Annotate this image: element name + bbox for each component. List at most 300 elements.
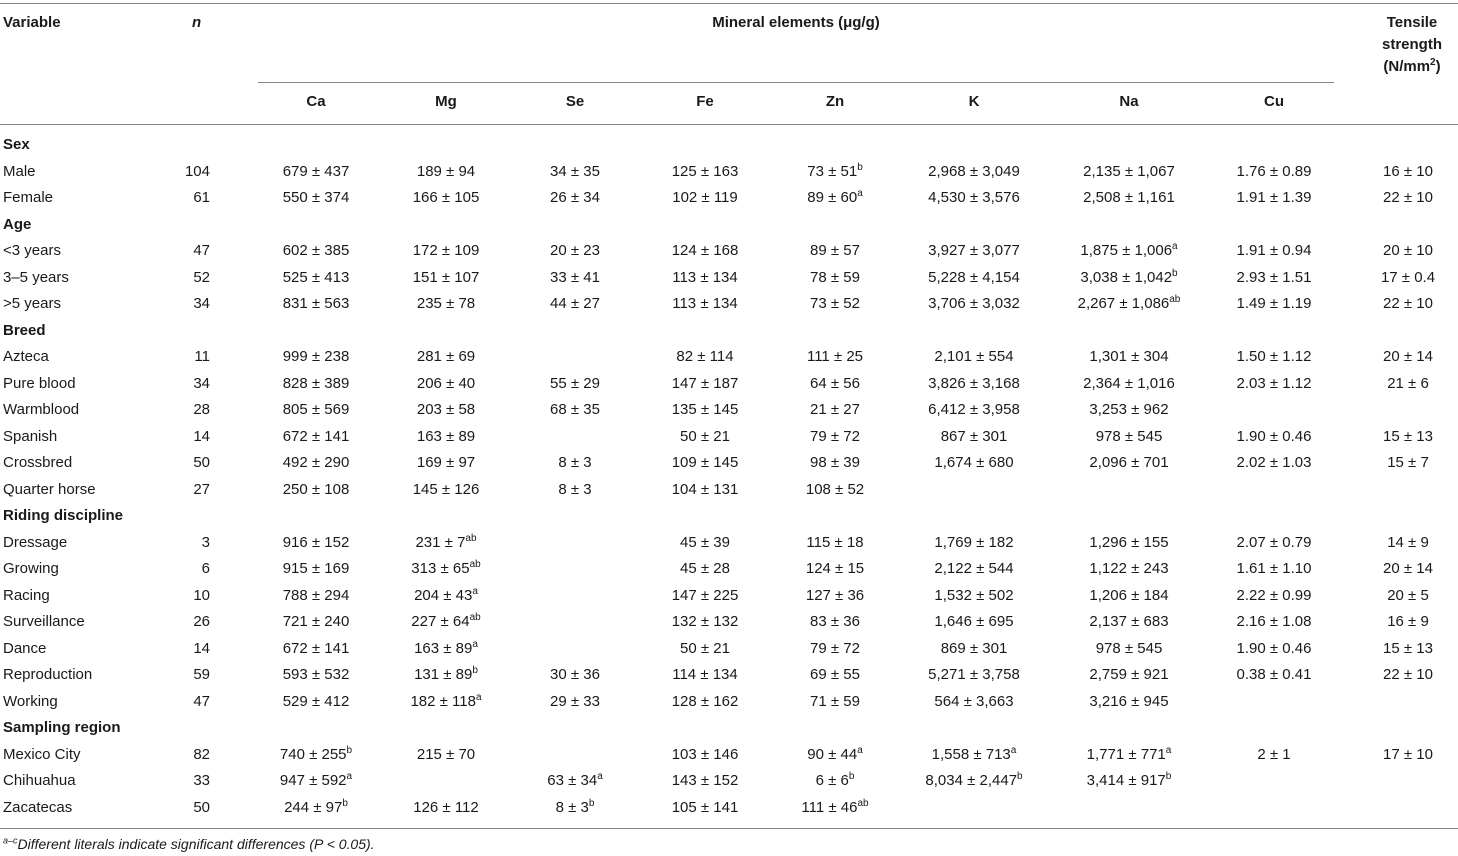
cell-value: 8 ± 3	[558, 454, 592, 471]
cell-value: 3,414 ± 917	[1086, 772, 1166, 789]
row-label: Zacatecas	[3, 798, 73, 816]
cell-value: 250 ± 108	[282, 480, 350, 498]
cell-value: 104 ± 131	[671, 480, 739, 498]
cell-value: 15 ± 13	[1383, 427, 1433, 445]
cell-value: 3,706 ± 3,032	[928, 295, 1020, 312]
cell-value: 102 ± 119	[672, 189, 738, 206]
section-label: Riding discipline	[3, 507, 124, 524]
header-n: n	[192, 14, 202, 31]
row-n: 10	[193, 586, 210, 604]
row-n: 6	[201, 560, 210, 577]
table-cell	[884, 583, 1064, 609]
table-row	[0, 795, 1458, 821]
cell-value: 1.50 ± 1.12	[1236, 348, 1312, 365]
cell-value: 740 ± 255	[279, 745, 347, 763]
row-label: Racing	[3, 586, 50, 604]
table-cell	[745, 477, 925, 503]
cell-value: 26 ± 34	[550, 189, 600, 206]
table-row	[0, 450, 1458, 476]
cell-value: 1,532 ± 502	[934, 586, 1014, 604]
cell-value: 124 ± 15	[805, 560, 865, 577]
cell-value: 828 ± 389	[282, 374, 350, 392]
cell-value: 206 ± 40	[416, 374, 476, 392]
row-n: 61	[193, 189, 210, 206]
cell-value: 2,968 ± 3,049	[928, 162, 1020, 180]
header-tensile-strength	[1368, 12, 1456, 78]
table-row	[0, 185, 1458, 211]
row-n: 50	[193, 454, 210, 471]
header-ca: Ca	[306, 93, 326, 110]
cell-value: 2.02 ± 1.03	[1236, 454, 1312, 471]
mineral-group-rule	[258, 82, 1334, 83]
table-cell	[884, 530, 1064, 556]
cell-superscript: ab	[857, 797, 869, 809]
table-row	[0, 662, 1458, 688]
table-cell	[356, 530, 536, 556]
header-tensile-sup: 2	[1430, 57, 1436, 68]
table-cell	[1318, 742, 1458, 768]
cell-value: 16 ± 10	[1383, 162, 1433, 180]
cell-value: 124 ± 168	[671, 242, 739, 259]
cell-value: 79 ± 72	[810, 427, 860, 445]
cell-value: 4,530 ± 3,576	[928, 189, 1020, 206]
cell-value: 8 ± 3	[558, 480, 592, 498]
cell-value: 2,122 ± 544	[934, 560, 1014, 577]
cell-value: 6 ± 6	[815, 772, 849, 789]
cell-value: 1,674 ± 680	[934, 454, 1014, 471]
row-label: Dance	[3, 639, 47, 657]
cell-value: 90 ± 44	[807, 745, 858, 763]
table-row	[0, 344, 1458, 370]
cell-superscript: a	[472, 638, 478, 650]
cell-value: 115 ± 18	[806, 533, 864, 551]
cell-value: 602 ± 385	[282, 242, 350, 259]
cell-superscript: b	[848, 771, 855, 782]
header-tensile-line1: Tensile	[1386, 14, 1438, 31]
cell-value: 1.90 ± 0.46	[1236, 427, 1312, 445]
cell-value: 1,875 ± 1,006	[1080, 242, 1173, 259]
cell-superscript: ab	[469, 612, 481, 623]
row-n: 47	[193, 242, 210, 259]
row-n: 33	[193, 772, 210, 789]
cell-superscript: b	[346, 744, 353, 756]
cell-value: 999 ± 238	[282, 348, 350, 365]
cell-value: 1.76 ± 0.89	[1236, 162, 1312, 180]
cell-value: 20 ± 10	[1383, 242, 1433, 259]
table-cell	[1039, 689, 1219, 715]
row-n: 52	[193, 268, 210, 286]
cell-value: 68 ± 35	[550, 401, 600, 418]
row-n: 82	[193, 745, 210, 763]
cell-value: 593 ± 532	[282, 666, 350, 683]
cell-value: 147 ± 187	[671, 374, 739, 392]
cell-superscript: ab	[1169, 294, 1181, 305]
cell-value: 0.38 ± 0.41	[1236, 666, 1312, 683]
cell-value: 132 ± 132	[671, 613, 739, 630]
table-cell	[356, 583, 536, 609]
cell-value: 2,101 ± 554	[934, 348, 1014, 365]
row-label: Quarter horse	[3, 480, 96, 498]
table-row	[0, 609, 1458, 635]
cell-value: 55 ± 29	[550, 374, 600, 392]
cell-value: 3,216 ± 945	[1089, 692, 1169, 710]
cell-value: 45 ± 28	[680, 560, 730, 577]
cell-value: 108 ± 52	[805, 480, 865, 498]
cell-superscript: ab	[469, 559, 481, 570]
cell-value: 151 ± 107	[412, 268, 480, 286]
cell-value: 82 ± 114	[676, 348, 734, 365]
cell-value: 114 ± 134	[672, 666, 738, 683]
cell-value: 231 ± 7	[415, 533, 466, 551]
cell-value: 126 ± 112	[413, 798, 479, 816]
section-row	[0, 715, 1458, 741]
row-label: Male	[3, 162, 36, 180]
cell-value: 71 ± 59	[810, 692, 860, 710]
row-n: 27	[193, 480, 210, 498]
table-cell	[884, 344, 1064, 370]
table-cell	[1318, 636, 1458, 662]
cell-value: 1,206 ± 184	[1089, 586, 1169, 604]
cell-superscript: a	[857, 744, 863, 756]
cell-value: 203 ± 58	[416, 401, 476, 418]
table-cell	[1318, 159, 1458, 185]
table-row	[0, 238, 1458, 264]
row-n: 3	[201, 533, 210, 551]
cell-value: 2,096 ± 701	[1089, 454, 1169, 471]
cell-superscript: b	[1165, 771, 1172, 782]
cell-value: 131 ± 89	[414, 666, 473, 683]
cell-value: 20 ± 14	[1383, 348, 1433, 365]
table-cell	[1039, 768, 1219, 794]
cell-value: 550 ± 374	[282, 189, 350, 206]
table-cell	[356, 742, 536, 768]
cell-value: 20 ± 14	[1383, 560, 1433, 577]
cell-superscript: a	[857, 188, 863, 199]
cell-value: 1.91 ± 0.94	[1236, 242, 1312, 259]
row-label: Female	[3, 189, 54, 206]
section-label: Breed	[3, 321, 46, 339]
table-row	[0, 477, 1458, 503]
table-row	[0, 291, 1458, 317]
cell-superscript: b	[1017, 771, 1023, 782]
table-cell	[1318, 556, 1458, 582]
table-cell	[356, 344, 536, 370]
row-label: Growing	[3, 560, 59, 577]
row-n: 14	[193, 427, 210, 445]
row-n: 47	[193, 692, 210, 710]
cell-value: 525 ± 413	[282, 268, 350, 286]
row-label: 3–5 years	[3, 268, 69, 286]
cell-value: 2,137 ± 683	[1089, 613, 1169, 630]
header-bottom-rule	[0, 124, 1458, 125]
cell-value: 111 ± 46	[801, 798, 858, 816]
table-row	[0, 742, 1458, 768]
cell-value: 1,646 ± 695	[934, 613, 1014, 630]
header-na: Na	[1119, 93, 1139, 110]
cell-superscript: a	[1010, 744, 1017, 756]
header-tensile-close: )	[1435, 58, 1441, 75]
cell-value: 44 ± 27	[550, 295, 600, 312]
cell-value: 83 ± 36	[810, 613, 860, 630]
row-n: 11	[194, 348, 210, 365]
cell-value: 63 ± 34	[547, 772, 598, 789]
cell-value: 113 ± 134	[672, 268, 738, 286]
cell-value: 869 ± 301	[940, 639, 1008, 657]
table-cell	[884, 662, 1064, 688]
row-label: Mexico City	[3, 745, 81, 763]
cell-value: 1.61 ± 1.10	[1236, 560, 1312, 577]
row-label: Azteca	[3, 348, 49, 365]
table-cell	[884, 768, 1064, 794]
cell-value: 8,034 ± 2,447	[925, 772, 1018, 789]
cell-value: 2.07 ± 0.79	[1236, 533, 1312, 551]
cell-value: 1,771 ± 771	[1086, 745, 1166, 763]
cell-value: 6,412 ± 3,958	[928, 401, 1020, 418]
header-tensile-unit: (N/mm	[1383, 58, 1431, 75]
table-cell	[1318, 609, 1458, 635]
cell-value: 492 ± 290	[282, 454, 350, 471]
table-row	[0, 636, 1458, 662]
table-row	[0, 689, 1458, 715]
table-cell	[1318, 291, 1458, 317]
cell-value: 103 ± 146	[671, 745, 739, 763]
table-cell	[1039, 397, 1219, 423]
cell-value: 2,759 ± 921	[1089, 666, 1169, 683]
cell-value: 313 ± 65	[411, 560, 470, 577]
cell-value: 30 ± 36	[550, 666, 600, 683]
cell-value: 831 ± 563	[282, 295, 350, 312]
cell-value: 1,558 ± 713	[931, 745, 1011, 763]
cell-value: 1.49 ± 1.19	[1236, 295, 1312, 312]
cell-value: 2.93 ± 1.51	[1236, 268, 1312, 286]
row-label: >5 years	[3, 295, 61, 312]
cell-value: 2,267 ± 1,086	[1077, 295, 1170, 312]
table-row	[0, 530, 1458, 556]
row-n: 50	[193, 798, 210, 816]
table-cell	[1318, 371, 1458, 397]
cell-value: 3,038 ± 1,042	[1080, 268, 1173, 286]
cell-value: 69 ± 55	[810, 666, 860, 683]
table-cell	[884, 397, 1064, 423]
cell-superscript: a	[1172, 241, 1178, 252]
row-n: 14	[193, 639, 210, 657]
table-cell	[884, 636, 1064, 662]
cell-value: 163 ± 89	[416, 427, 476, 445]
cell-value: 89 ± 57	[810, 242, 860, 259]
header-k: K	[968, 93, 980, 110]
table-cell	[1318, 530, 1458, 556]
table-cell	[226, 768, 406, 794]
header-variable: Variable	[3, 14, 61, 31]
table-cell	[356, 636, 536, 662]
row-label: Chihuahua	[3, 772, 76, 789]
cell-value: 78 ± 59	[810, 268, 860, 286]
cell-value: 215 ± 70	[416, 745, 476, 763]
table-cell	[884, 238, 1064, 264]
cell-value: 128 ± 162	[671, 692, 739, 710]
cell-value: 1.90 ± 0.46	[1236, 639, 1312, 657]
table-row	[0, 159, 1458, 185]
table-row	[0, 397, 1458, 423]
table-cell	[356, 556, 536, 582]
cell-value: 281 ± 69	[416, 348, 476, 365]
row-label: Dressage	[3, 533, 68, 551]
cell-value: 5,271 ± 3,758	[928, 666, 1020, 683]
cell-value: 16 ± 9	[1387, 613, 1429, 630]
cell-value: 1.91 ± 1.39	[1236, 189, 1312, 206]
row-n: 59	[193, 666, 210, 683]
cell-value: 29 ± 33	[550, 692, 600, 710]
cell-value: 50 ± 21	[680, 427, 730, 445]
cell-value: 172 ± 109	[412, 242, 480, 259]
cell-superscript: a	[475, 691, 482, 703]
cell-value: 3,253 ± 962	[1089, 401, 1169, 418]
table-row	[0, 371, 1458, 397]
header-cu: Cu	[1264, 93, 1284, 110]
cell-value: 564 ± 3,663	[934, 692, 1014, 710]
cell-value: 143 ± 152	[671, 772, 739, 789]
cell-value: 64 ± 56	[810, 374, 860, 392]
table-cell	[884, 265, 1064, 291]
row-label: Spanish	[3, 427, 58, 445]
cell-value: 5,228 ± 4,154	[928, 268, 1020, 286]
row-label: Working	[3, 692, 58, 710]
section-label: Age	[3, 215, 32, 233]
cell-superscript: ab	[465, 532, 477, 544]
cell-superscript: a	[1165, 744, 1172, 756]
cell-value: 8 ± 3	[555, 798, 589, 816]
cell-value: 127 ± 36	[805, 586, 865, 604]
table-cell	[884, 159, 1064, 185]
row-n: 34	[193, 295, 210, 312]
table-cell	[884, 424, 1064, 450]
cell-superscript: b	[588, 797, 595, 809]
cell-value: 33 ± 41	[550, 268, 600, 286]
cell-value: 1,769 ± 182	[934, 533, 1014, 551]
cell-value: 105 ± 141	[671, 798, 739, 816]
table-cell	[1318, 185, 1458, 211]
cell-value: 45 ± 39	[680, 533, 730, 551]
cell-value: 21 ± 6	[1387, 374, 1429, 392]
cell-value: 109 ± 145	[671, 454, 739, 471]
header-mg: Mg	[435, 93, 457, 110]
cell-value: 672 ± 141	[282, 639, 350, 657]
cell-value: 2.22 ± 0.99	[1236, 586, 1312, 604]
table-cell	[884, 450, 1064, 476]
cell-value: 204 ± 43	[414, 586, 473, 604]
cell-value: 2 ± 1	[1257, 745, 1291, 763]
cell-value: 17 ± 10	[1383, 745, 1433, 763]
header-mineral-group: Mineral elements (μg/g)	[712, 14, 880, 31]
cell-value: 14 ± 9	[1387, 533, 1429, 551]
table-cell	[1318, 344, 1458, 370]
cell-superscript: b	[857, 161, 863, 173]
cell-value: 111 ± 25	[806, 348, 864, 365]
cell-value: 166 ± 105	[412, 189, 480, 206]
footnote-text: Different literals indicate significant differences (P < 0.05).	[17, 836, 375, 852]
cell-value: 235 ± 78	[416, 295, 476, 312]
cell-value: 73 ± 52	[810, 295, 860, 312]
row-label: Crossbred	[3, 454, 73, 471]
table-cell	[884, 185, 1064, 211]
row-n: 28	[193, 401, 210, 418]
table-cell	[884, 609, 1064, 635]
cell-value: 22 ± 10	[1383, 666, 1433, 683]
cell-value: 17 ± 0.4	[1380, 268, 1436, 286]
cell-value: 147 ± 225	[671, 586, 739, 604]
cell-value: 978 ± 545	[1095, 427, 1163, 445]
cell-superscript: a	[472, 585, 478, 597]
header-se: Se	[565, 93, 585, 110]
cell-value: 227 ± 64	[411, 613, 470, 630]
cell-value: 978 ± 545	[1095, 639, 1163, 657]
top-rule	[0, 3, 1458, 4]
cell-value: 182 ± 118	[410, 692, 476, 710]
row-label: <3 years	[3, 242, 61, 259]
table-cell	[1318, 424, 1458, 450]
cell-value: 2,364 ± 1,016	[1083, 374, 1175, 392]
cell-value: 98 ± 39	[810, 454, 860, 471]
section-row	[0, 318, 1458, 344]
cell-value: 788 ± 294	[282, 586, 350, 604]
cell-value: 2.16 ± 1.08	[1236, 613, 1312, 630]
cell-value: 947 ± 592	[279, 772, 347, 789]
cell-value: 22 ± 10	[1383, 189, 1433, 206]
cell-value: 2.03 ± 1.12	[1236, 374, 1312, 392]
cell-value: 79 ± 72	[810, 639, 860, 657]
cell-value: 163 ± 89	[414, 639, 473, 657]
table-cell	[884, 556, 1064, 582]
table-cell	[884, 742, 1064, 768]
cell-value: 916 ± 152	[282, 533, 350, 551]
table-cell	[884, 371, 1064, 397]
table-cell	[1318, 265, 1458, 291]
table-cell	[745, 795, 925, 821]
section-label: Sex	[3, 136, 30, 153]
cell-value: 34 ± 35	[550, 162, 600, 180]
cell-value: 1,122 ± 243	[1089, 560, 1169, 577]
table-cell	[356, 609, 536, 635]
cell-value: 867 ± 301	[940, 427, 1008, 445]
cell-value: 2,135 ± 1,067	[1083, 162, 1175, 180]
cell-value: 20 ± 23	[550, 242, 600, 259]
section-label: Sampling region	[3, 719, 121, 736]
cell-superscript: a	[346, 771, 353, 782]
bottom-rule	[0, 828, 1458, 829]
cell-value: 679 ± 437	[282, 162, 350, 180]
cell-value: 169 ± 97	[416, 454, 476, 471]
cell-value: 1,301 ± 304	[1089, 348, 1169, 365]
section-row	[0, 503, 1458, 529]
cell-value: 15 ± 7	[1387, 454, 1429, 471]
cell-value: 915 ± 169	[282, 560, 350, 577]
cell-superscript: b	[1172, 267, 1178, 279]
table-cell	[1318, 450, 1458, 476]
cell-superscript: a	[597, 771, 603, 782]
table-cell	[1318, 662, 1458, 688]
cell-superscript: b	[342, 797, 348, 809]
row-label: Reproduction	[3, 666, 93, 683]
cell-value: 135 ± 145	[671, 401, 739, 418]
header-tensile-line2: strength	[1382, 36, 1442, 53]
table-row	[0, 265, 1458, 291]
table-cell	[884, 689, 1064, 715]
cell-value: 21 ± 27	[810, 401, 860, 418]
row-n: 26	[193, 613, 210, 630]
cell-value: 145 ± 126	[412, 480, 480, 498]
header-fe: Fe	[696, 93, 714, 110]
cell-value: 2,508 ± 1,161	[1083, 189, 1175, 206]
